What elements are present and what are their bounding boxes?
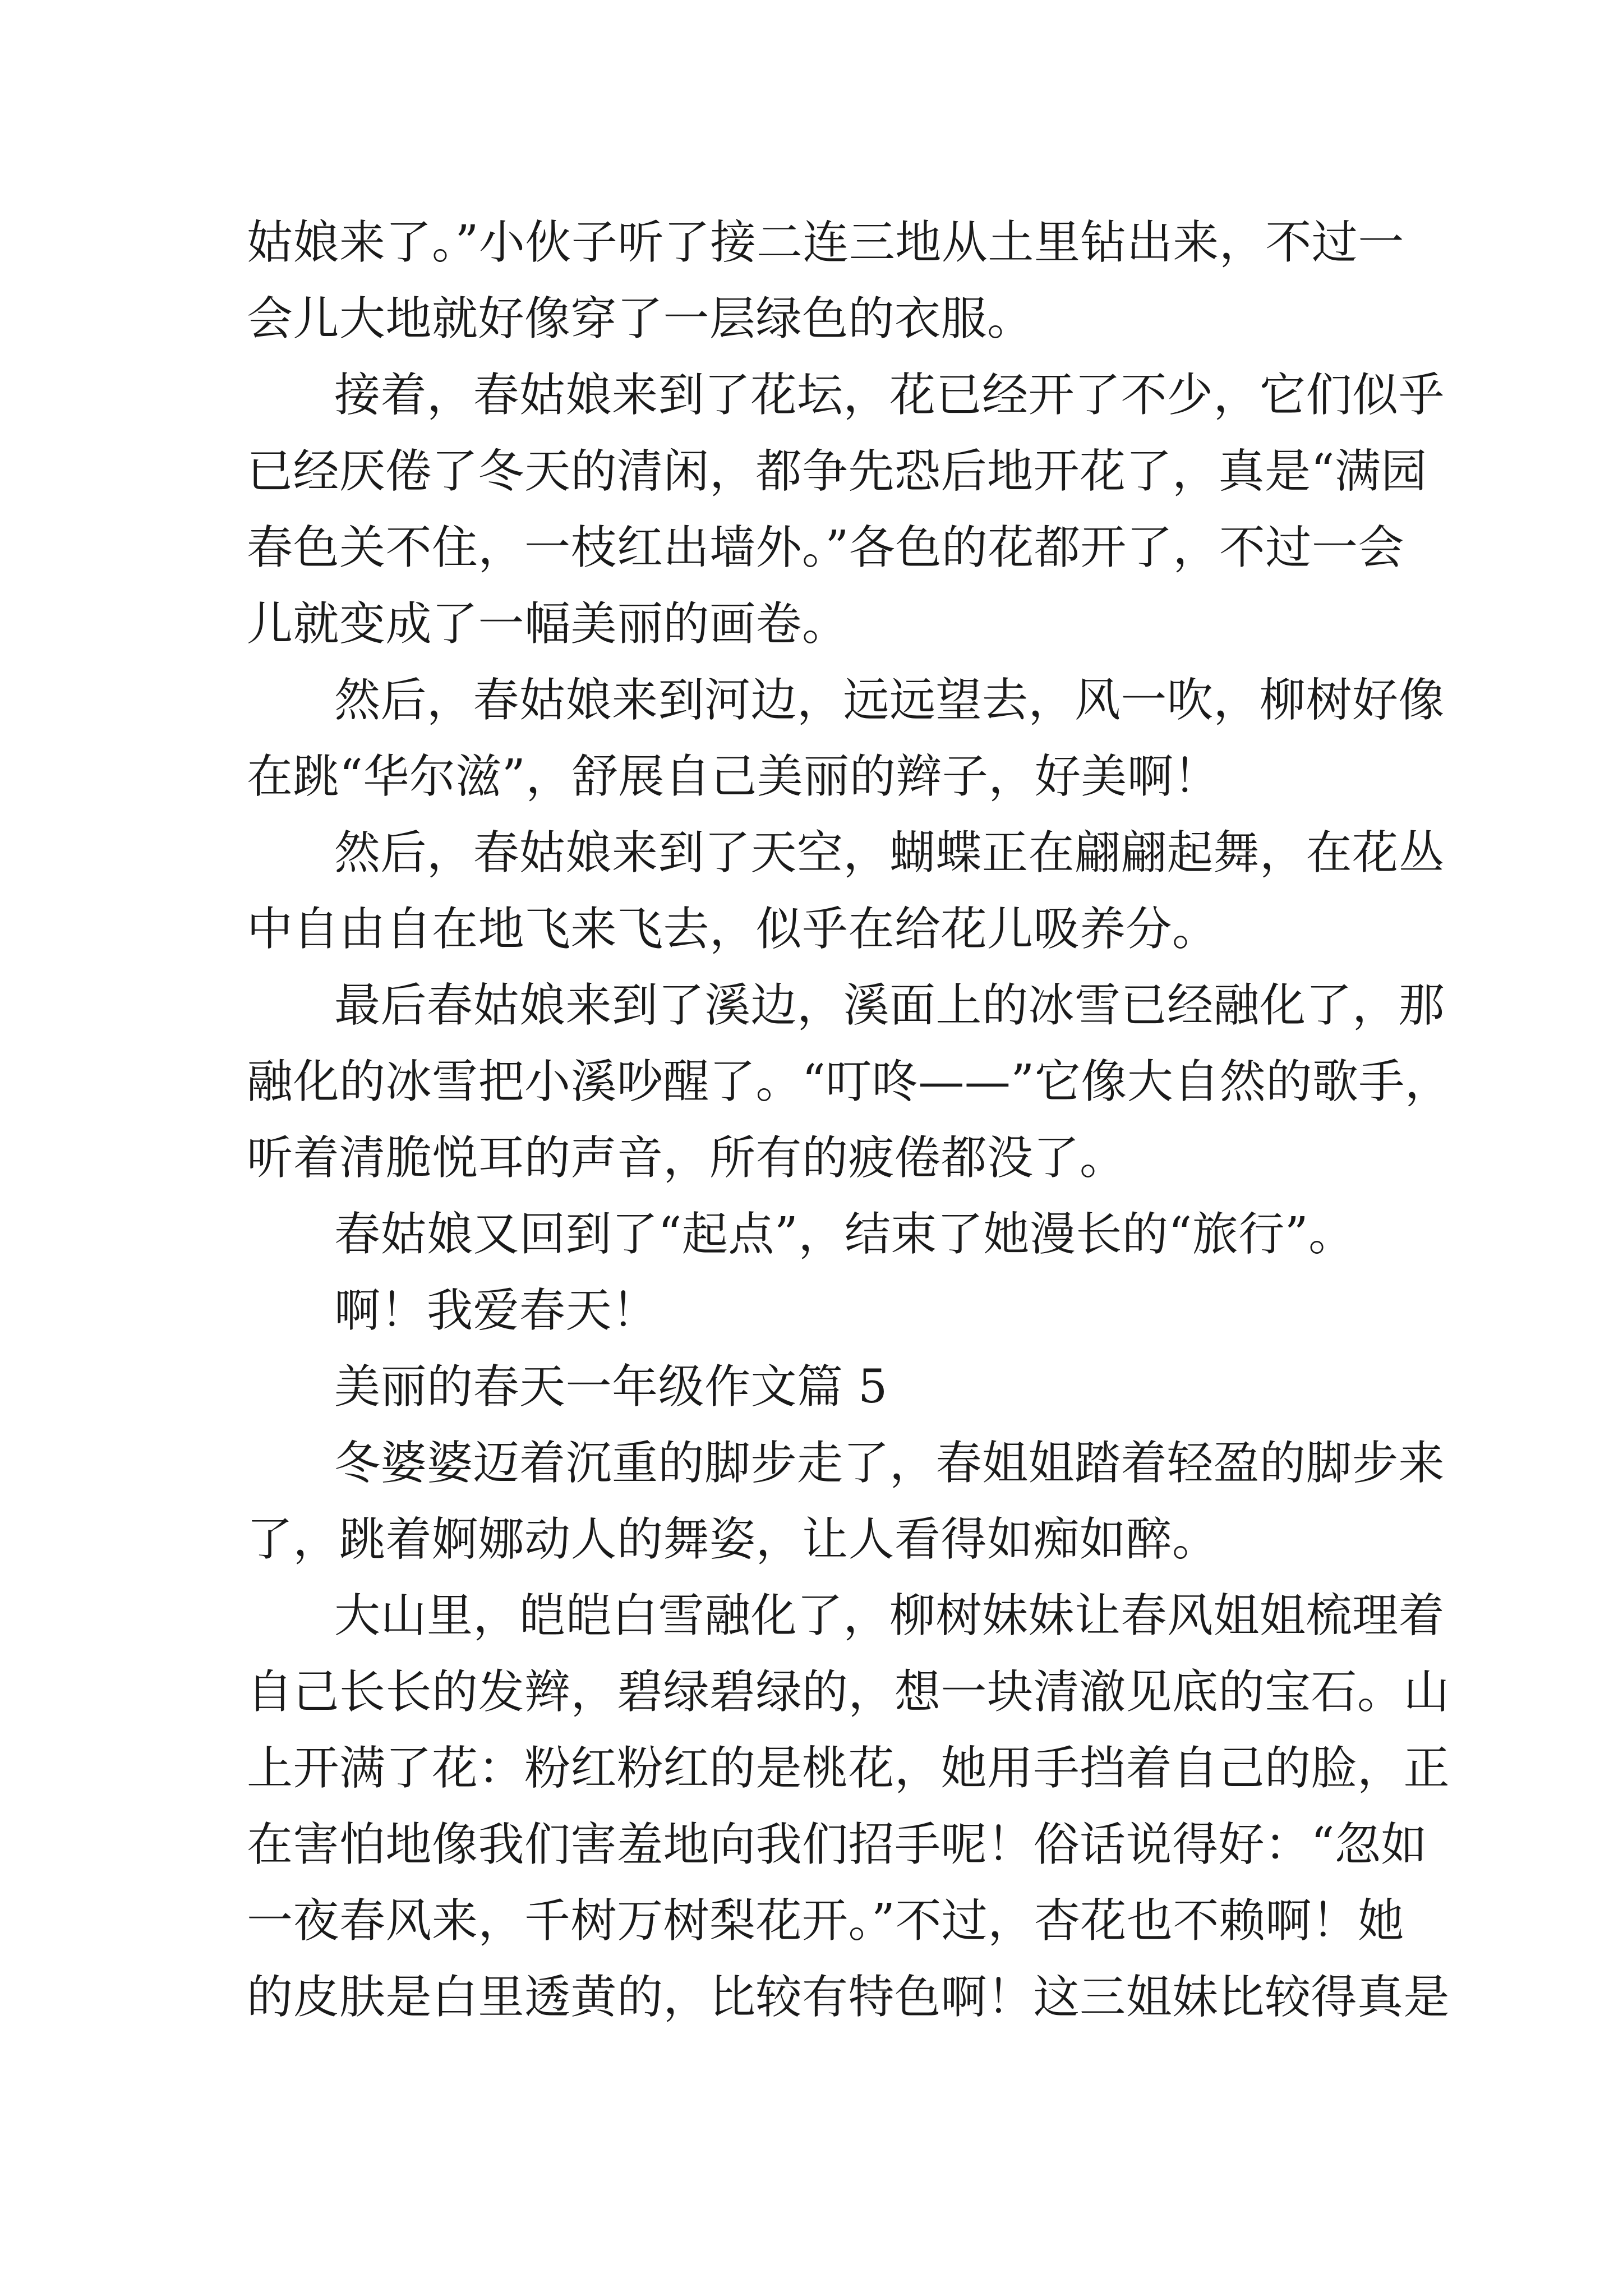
paragraph-start-line: 然后，春姑娘来到河边，远远望去，风一吹，柳树好像: [334, 674, 1445, 727]
text-line: 在害怕地像我们害羞地向我们招手呢！俗话说得好：“忽如: [247, 1818, 1427, 1871]
text-line: 姑娘来了。”小伙子听了接二连三地从土里钻出来，不过一: [247, 216, 1404, 269]
text-line: 听着清脆悦耳的声音，所有的疲倦都没了。: [247, 1131, 1126, 1185]
text-line: 在跳“华尔滋”，舒展自己美丽的辫子，好美啊！: [247, 750, 1220, 803]
text-line: 上开满了花：粉红粉红的是桃花，她用手挡着自己的脸，正: [247, 1742, 1450, 1795]
paragraph-start-line: 大山里，皑皑白雪融化了，柳树妹妹让春风姐姐梳理着: [334, 1589, 1445, 1642]
document-page: [247, 205, 1451, 2036]
text-line: 自己长长的发辫，碧绿碧绿的，想一块清澈见底的宝石。山: [247, 1665, 1450, 1719]
text-line: 已经厌倦了冬天的清闲，都争先恐后地开花了，真是“满园: [247, 445, 1427, 498]
text-line: 中自由自在地飞来飞去，似乎在给花儿吸养分。: [247, 903, 1219, 956]
paragraph-start-line: 然后，春姑娘来到了天空，蝴蝶正在翩翩起舞，在花丛: [334, 826, 1445, 880]
section-heading: 美丽的春天一年级作文篇 5: [334, 1360, 888, 1414]
text-line: 会儿大地就好像穿了一层绿色的衣服。: [247, 292, 1034, 346]
paragraph-start-line: 冬婆婆迈着沉重的脚步走了，春姐姐踏着轻盈的脚步来: [334, 1437, 1445, 1490]
paragraph-start-line: 啊！我爱春天！: [334, 1284, 658, 1337]
paragraph-start-line: 接着，春姑娘来到了花坛，花已经开了不少，它们似乎: [334, 369, 1445, 422]
text-line: 儿就变成了一幅美丽的画卷。: [247, 597, 849, 651]
text-line: 了，跳着婀娜动人的舞姿，让人看得如痴如醉。: [247, 1513, 1219, 1566]
text-line: 一夜春风来，千树万树梨花开。”不过，杏花也不赖啊！她: [247, 1894, 1404, 1948]
paragraph-start-line: 最后春姑娘来到了溪边，溪面上的冰雪已经融化了，那: [334, 979, 1445, 1032]
text-line: 融化的冰雪把小溪吵醒了。“叮咚——”它像大自然的歌手，: [247, 1055, 1451, 1108]
text-line: 的皮肤是白里透黄的，比较有特色啊！这三姐妹比较得真是: [247, 1971, 1450, 2024]
paragraph-start-line: 春姑娘又回到了“起点”，结束了她漫长的“旅行”。: [334, 1208, 1355, 1261]
text-line: 春色关不住，一枝红出墙外。”各色的花都开了，不过一会: [247, 521, 1404, 574]
